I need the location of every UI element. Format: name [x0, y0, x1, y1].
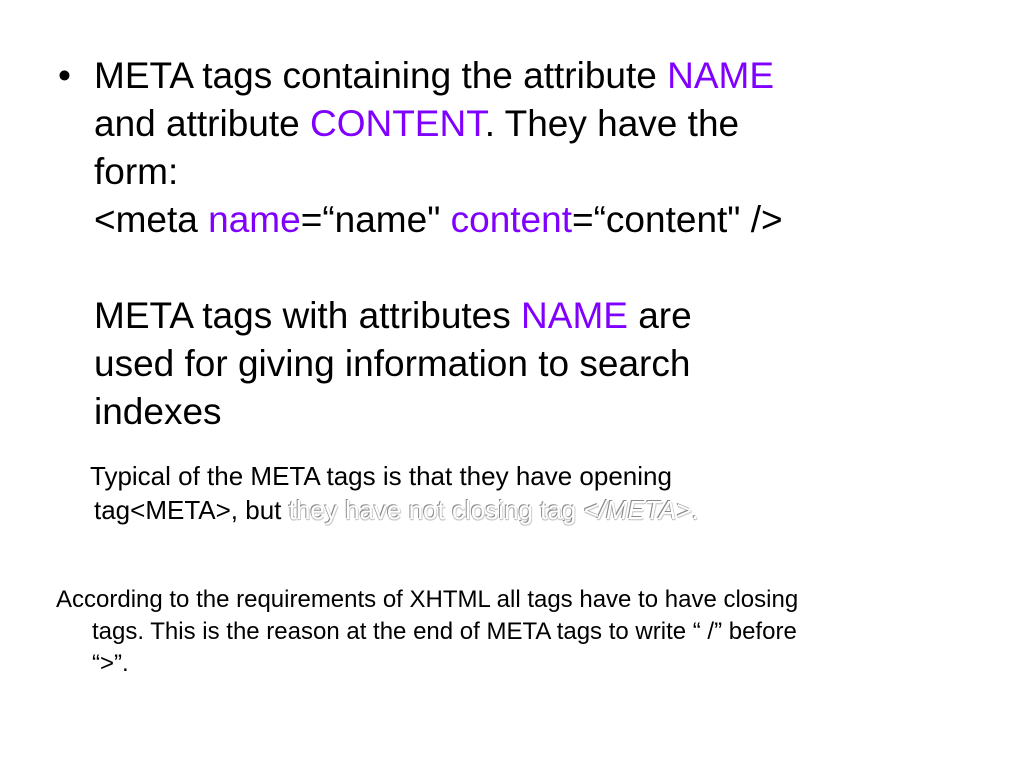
embossed-closing-tag: </META> [583, 495, 692, 525]
paragraph-typical-line-1: Typical of the META tags is that they have opening [90, 461, 672, 491]
bullet-line-5-text: META tags with attributes [94, 295, 522, 336]
bullet-line-1 [94, 52, 978, 100]
embossed-text: they have not closing tag [288, 495, 584, 525]
code-attr-name: name [208, 199, 301, 240]
keyword-content: CONTENT [309, 103, 485, 144]
embossed-period: . [691, 495, 699, 525]
bullet-icon: • [58, 55, 71, 96]
bullet-line-5-tail: are [627, 295, 692, 336]
code-part-1: <meta [94, 199, 209, 240]
paragraph-xhtml [56, 584, 956, 680]
bullet-line-6: used for giving information to search [94, 343, 691, 384]
keyword-name: NAME [667, 55, 775, 96]
paragraph-xhtml-line-1: According to the requirements of XHTML all tags have to have closing [56, 586, 799, 613]
code-attr-content: content [450, 199, 572, 240]
bullet-line-3: form: [94, 151, 179, 192]
paragraph-typical [90, 459, 950, 527]
bullet-row [58, 52, 978, 436]
paragraph-xhtml-line-3: “>”. [92, 650, 129, 677]
paragraph-typical-line-2 [90, 493, 950, 527]
bullet-line-7: indexes [94, 391, 222, 432]
bullet-line-2-text: and attribute [94, 103, 310, 144]
bullet-text [94, 52, 978, 436]
code-part-2: =“name" [300, 199, 451, 240]
spacer [94, 244, 978, 292]
bullet-line-5 [94, 292, 978, 340]
code-example-line [94, 196, 978, 244]
paragraph-xhtml-line-2: tags. This is the reason at the end of META tags to write “ /” before [92, 618, 797, 645]
bullet-line-2 [94, 100, 978, 148]
keyword-name-2: NAME [521, 295, 628, 336]
code-part-3: =“content" /> [572, 199, 783, 240]
bullet-line-1-text: META tags containing the attribute [94, 55, 668, 96]
paragraph-typical-line-2-text: tag<META>, but [94, 495, 289, 525]
bullet-line-2-tail: . They have the [484, 103, 740, 144]
main-bullet [58, 52, 978, 436]
